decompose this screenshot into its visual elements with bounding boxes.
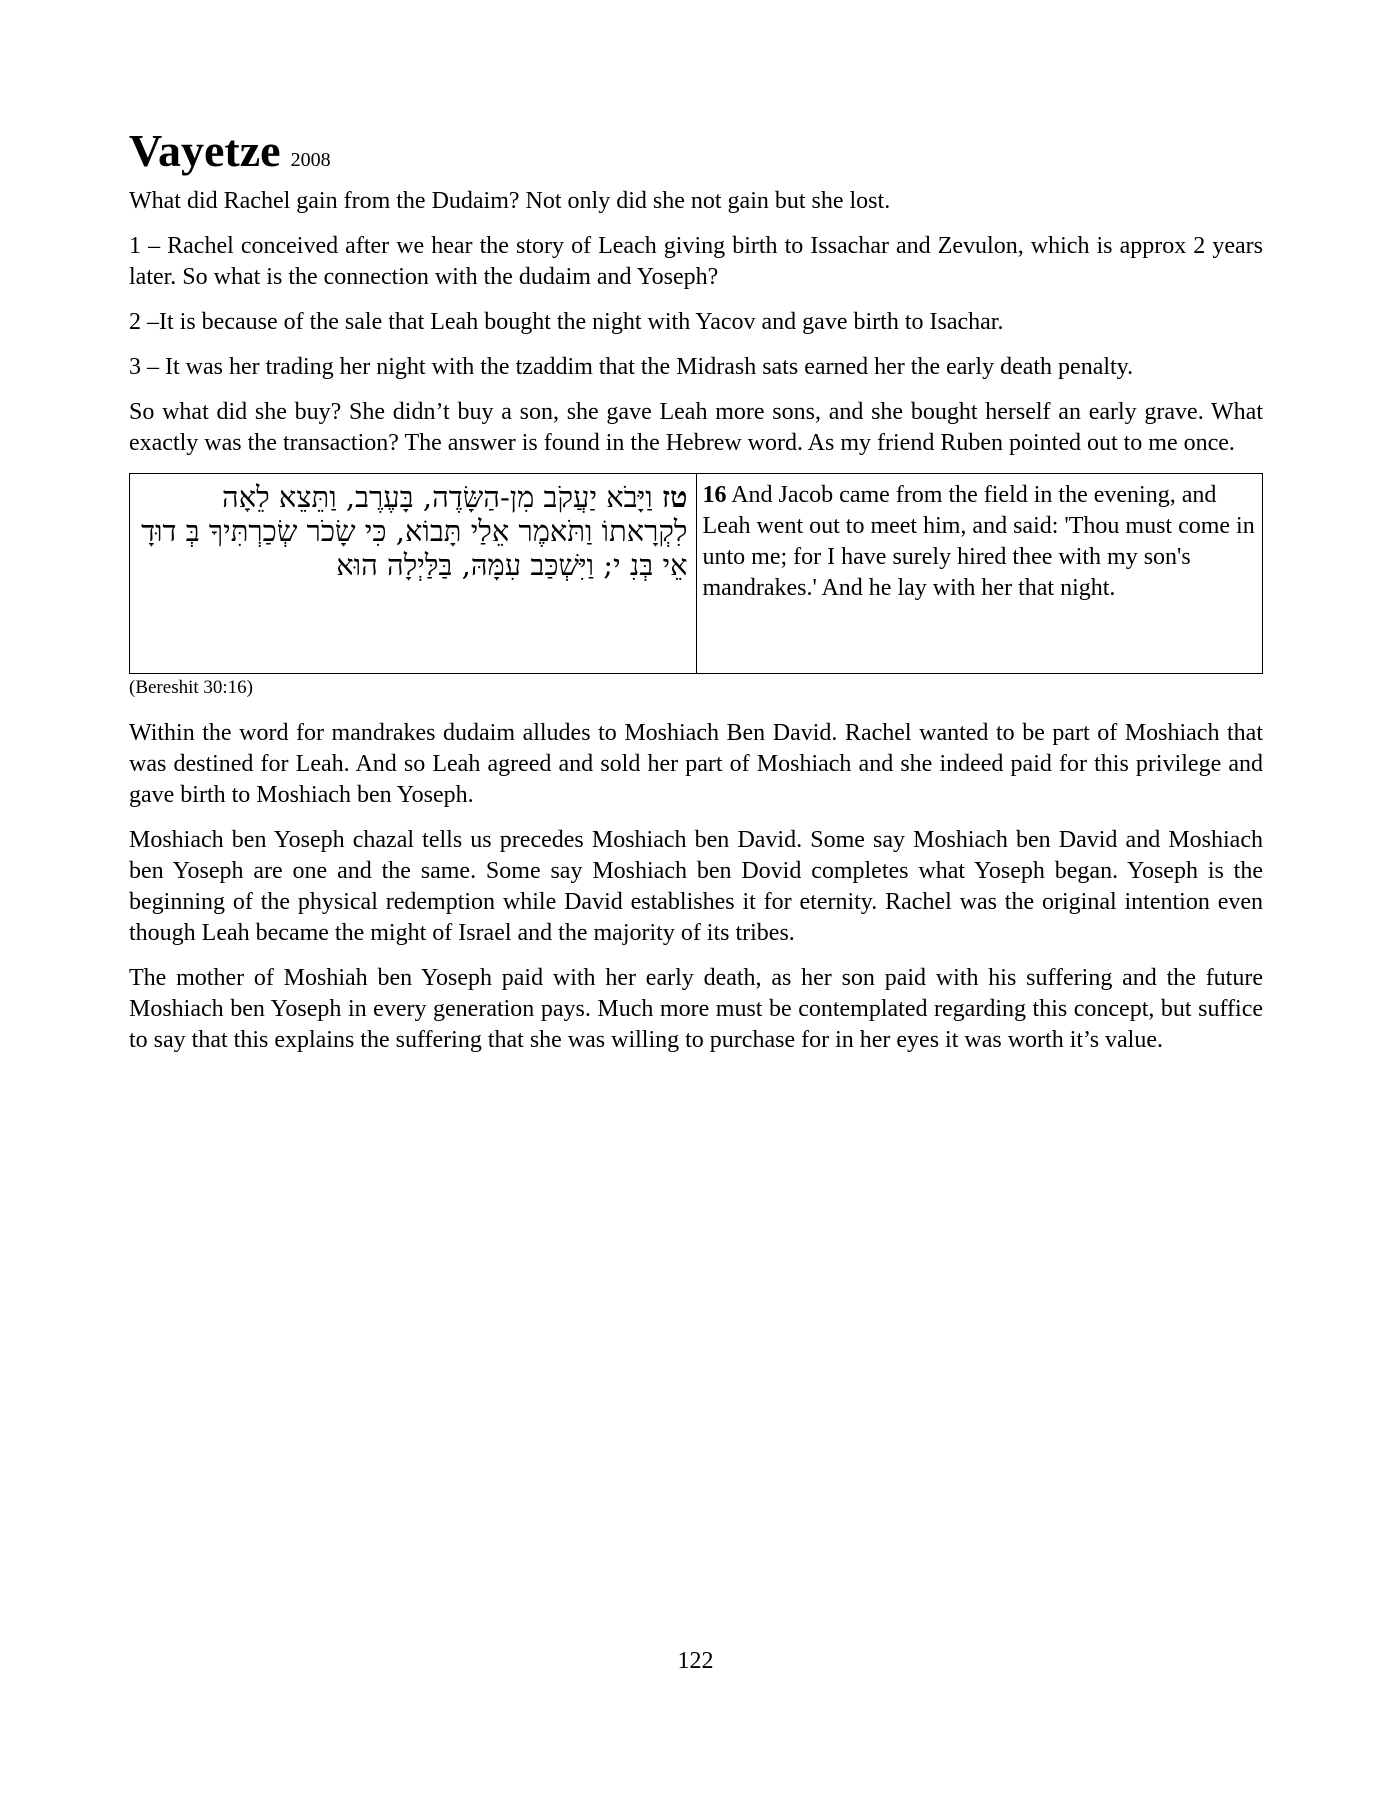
paragraph-mandrakes: Within the word for mandrakes dudaim alludes to Moshiach Ben David. Rachel wanted to be part of Moshiach that was destined for Leah. And so Leah agreed and sold her part of Moshiach and she indeed paid for this privilege and gave birth to Moshiach ben Yoseph.: [129, 720, 1263, 808]
english-verse-text: And Jacob came from the field in the evening, and Leah went out to meet him, and said: 'Thou must come in unto me; for I have surely hired thee with my son's mandrakes.' And he lay with her that night.: [702, 482, 1255, 601]
title-year: 2008: [290, 149, 331, 171]
hebrew-verse-cell: [130, 474, 697, 674]
paragraph-conclusion: The mother of Moshiah ben Yoseph paid with her early death, as her son paid with his suffering and the future Moshiach ben Yoseph in every generation pays. Much more must be contemplated regarding this concept, but suffice to say that this explains the suffering that she was willing to purchase for in her eyes it was worth it’s value.: [129, 965, 1263, 1053]
page-content: [129, 125, 1263, 1070]
verse-row: [130, 474, 1263, 674]
heading: [129, 125, 1263, 176]
verse-table: [129, 473, 1263, 674]
english-verse-cell: [696, 474, 1263, 674]
english-verse-number: 16: [702, 482, 727, 508]
paragraph-point-1: 1 – Rachel conceived after we hear the story of Leach giving birth to Issachar and Zevulon, which is approx 2 years later. So what is the connection with the dudaim and Yoseph?: [129, 233, 1263, 290]
paragraph-moshiach: Moshiach ben Yoseph chazal tells us precedes Moshiach ben David. Some say Moshiach ben David and Moshiach ben Yoseph are one and the same. Some say Moshiach ben Dovid completes what Yoseph began. Yoseph is the beginning of the physical redemption while David establishes it for eternity. Rachel was the original intention even though Leah became the might of Israel and the majority of its tribes.: [129, 827, 1263, 946]
verse-citation: (Bereshit 30:16): [129, 677, 254, 698]
hebrew-verse-text: וַיָּבֹא יַעֲקֹב מִן-הַשָּׂדֶה, בָּעֶרֶב, וַתֵּצֵא לֵאָה לִקְרָאתוֹ וַתֹּאמֶר אֵלַי תָּבוֹא, כִּי שָׂכֹר שְׂכַרְתִּיךָ בְּ דוּדָ אֵי בְּנִ י; וַיִּשְׁכַּב עִמָּהּ, בַּלַּיְלָה הוּא: [141, 480, 688, 582]
hebrew-verse-marker: טז: [661, 480, 688, 514]
paragraph-point-3: 3 – It was her trading her night with the tzaddim that the Midrash sats earned her the early death penalty.: [129, 354, 1134, 380]
paragraph-intro: What did Rachel gain from the Dudaim? Not only did she not gain but she lost.: [129, 188, 891, 214]
page-title: Vayetze: [129, 125, 281, 176]
paragraph-question: So what did she buy? She didn’t buy a son, she gave Leah more sons, and she bought herself an early grave. What exactly was the transaction? The answer is found in the Hebrew word. As my friend Ruben pointed out to me once.: [129, 399, 1263, 456]
paragraph-point-2: 2 –It is because of the sale that Leah bought the night with Yacov and gave birth to Isachar.: [129, 309, 1004, 335]
page-number: 122: [677, 1648, 714, 1674]
